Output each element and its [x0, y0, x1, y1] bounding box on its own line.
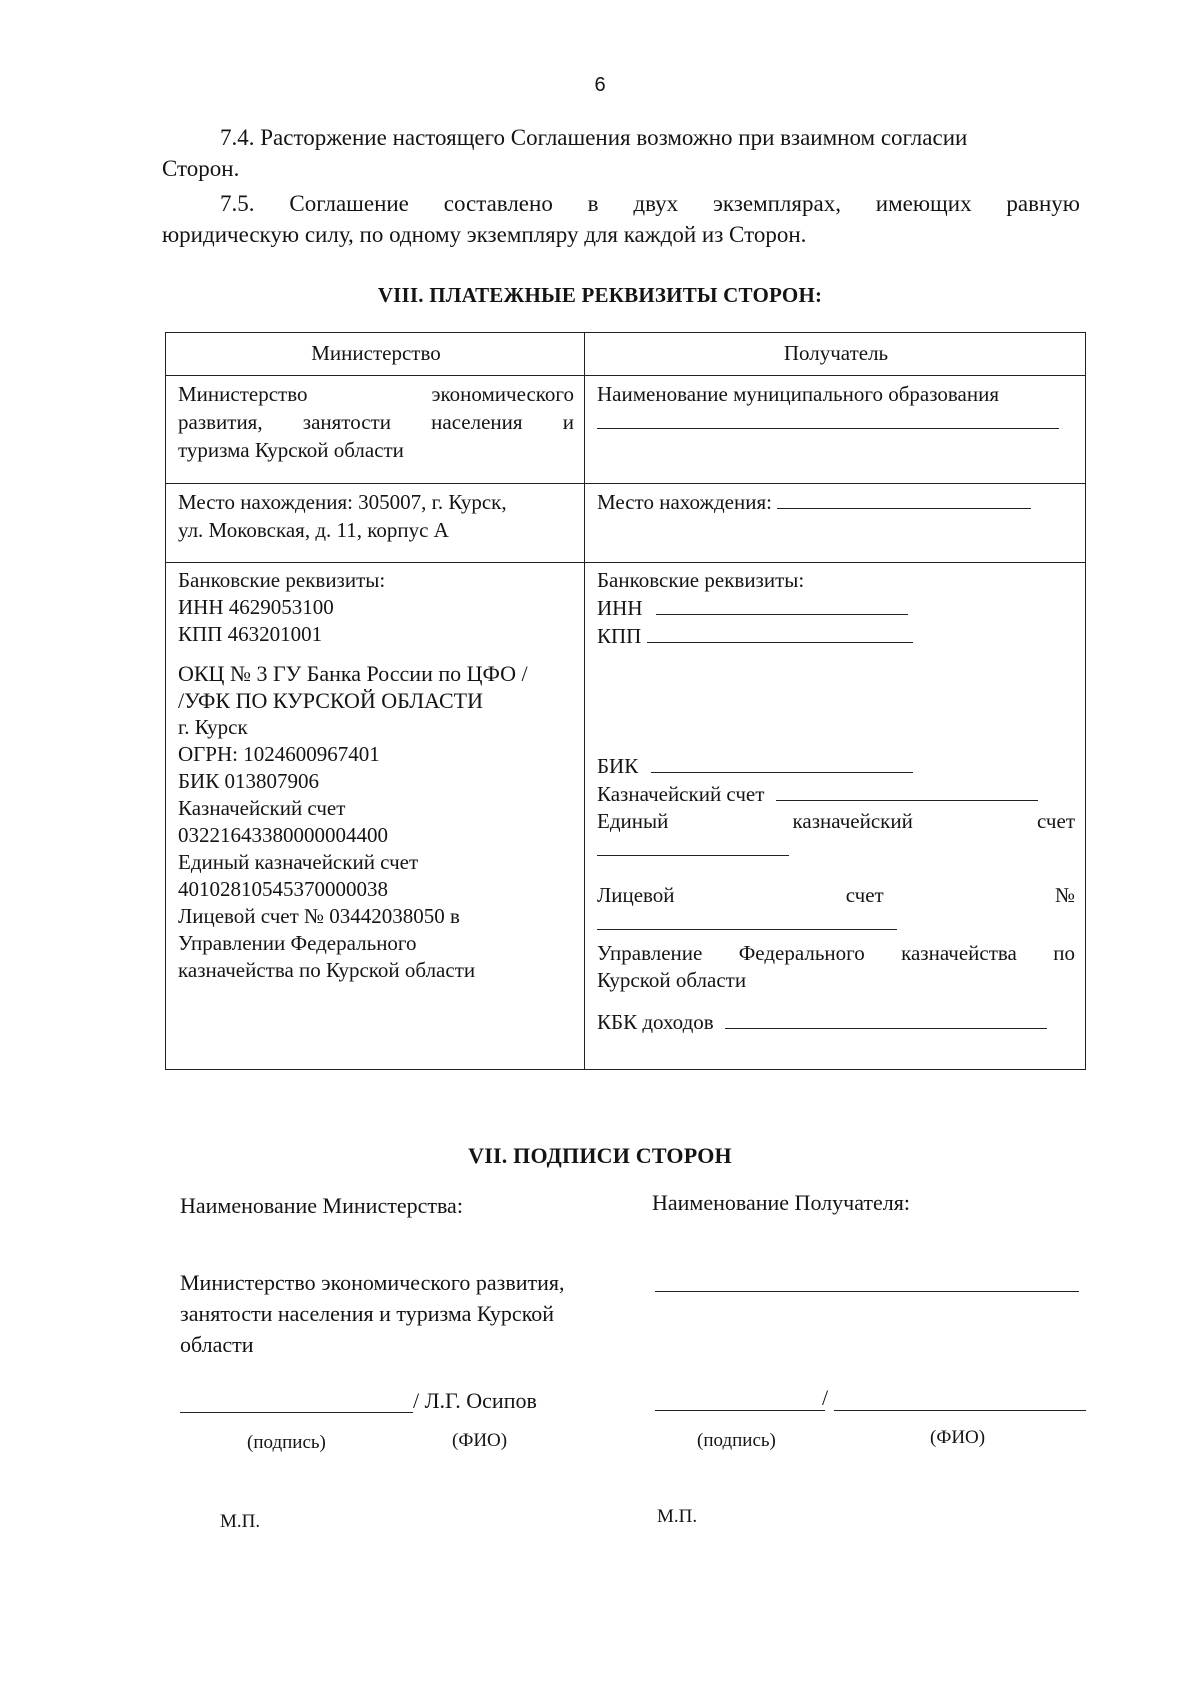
- ministry-city: г. Курск: [178, 715, 248, 739]
- ministry-inn: ИНН 4629053100: [178, 595, 334, 619]
- table-row: [166, 376, 1086, 484]
- ministry-full-name-line-3: области: [180, 1332, 254, 1357]
- ministry-name-label: Наименование Министерства:: [180, 1193, 463, 1218]
- recipient-treasury-blank: [776, 780, 1038, 801]
- paragraph-7-4-line-1: 7.4. Расторжение настоящего Соглашения возможно при взаимном согласии: [220, 125, 968, 150]
- table-row: [166, 484, 1086, 563]
- recipient-inn-row: [597, 594, 1075, 622]
- recipient-address-cell: [585, 484, 1086, 563]
- recipient-single-account-blank: [597, 835, 789, 856]
- paragraph-7-5-line-1: 7.5. Соглашение составлено в двух экземплярах, имеющих равную: [220, 191, 1080, 216]
- recipient-bik-blank: [651, 752, 913, 773]
- recipient-fio-blank: [834, 1409, 1086, 1411]
- word: по: [1053, 941, 1075, 965]
- word: Управление: [597, 941, 703, 965]
- ministry-okc-line-2: /УФК ПО КУРСКОЙ ОБЛАСТИ: [178, 688, 483, 713]
- word: населения: [431, 410, 523, 434]
- ministry-name-line-2: [178, 408, 574, 436]
- ministry-single-account-label: Единый казначейский счет: [178, 850, 419, 874]
- ministry-full-name: [180, 1267, 565, 1360]
- recipient-kpp-label: КПП: [597, 624, 642, 648]
- paragraph-7-5: [162, 188, 1080, 250]
- recipient-signature-caption: (подпись): [697, 1430, 776, 1451]
- word: счет: [1037, 809, 1075, 833]
- recipient-kpp-row: [597, 622, 1075, 650]
- ministry-kpp: КПП 463201001: [178, 622, 323, 646]
- ministry-full-name-line-1: Министерство экономического развития,: [180, 1270, 565, 1295]
- recipient-bik-row: [597, 752, 1075, 780]
- ministry-personal-account: Лицевой счет № 03442038050 в: [178, 904, 460, 928]
- word: занятости: [302, 410, 391, 434]
- recipient-department-line-1: [597, 940, 1075, 967]
- recipient-kpp-blank: [647, 622, 913, 643]
- municipality-name-cell: [585, 376, 1086, 484]
- word: №: [1054, 883, 1075, 907]
- recipient-inn-label: ИНН: [597, 596, 643, 620]
- ministry-department-line-2: казначейства по Курской области: [178, 958, 476, 982]
- section-signatures-title: VII. ПОДПИСИ СТОРОН: [468, 1143, 732, 1168]
- recipient-address-label: Место нахождения:: [597, 490, 772, 514]
- bank-label: Банковские реквизиты:: [178, 568, 386, 592]
- word: казначейства: [901, 941, 1017, 965]
- ministry-treasury-value: 03221643380000004400: [178, 823, 388, 847]
- paragraph-7-4: [162, 122, 1080, 184]
- recipient-signature-blank: [655, 1409, 825, 1411]
- recipient-single-account-row: [597, 808, 1075, 835]
- ministry-single-account-value: 40102810545370000038: [178, 877, 388, 901]
- ministry-bank-cell: [166, 563, 585, 1070]
- requisites-table: [165, 332, 1086, 1070]
- ministry-signature-caption: (подпись): [247, 1432, 326, 1453]
- ministry-name-line-1: [178, 380, 574, 408]
- ministry-address-line-1: Место нахождения: 305007, г. Курск,: [178, 490, 507, 514]
- word: развития,: [178, 410, 263, 434]
- table-row: [166, 563, 1086, 1070]
- ministry-stamp-place: М.П.: [220, 1511, 261, 1532]
- recipient-slash: /: [822, 1385, 829, 1410]
- recipient-address-blank: [777, 488, 1031, 509]
- ministry-fio-caption: (ФИО): [452, 1430, 508, 1451]
- word: Министерство: [178, 382, 308, 406]
- municipality-name-blank: [597, 408, 1059, 429]
- recipient-treasury-label: Казначейский счет: [597, 782, 765, 806]
- bank-label: Банковские реквизиты:: [597, 568, 805, 592]
- word: счет: [845, 883, 884, 907]
- recipient-name-label: Наименование Получателя:: [652, 1190, 910, 1215]
- recipient-kbk-label: КБК доходов: [597, 1010, 714, 1034]
- recipient-bik-label: БИК: [597, 754, 639, 778]
- recipient-personal-account-row: [597, 882, 1075, 909]
- ministry-ogrn: ОГРН: 1024600967401: [178, 742, 380, 766]
- recipient-personal-account-blank: [597, 909, 897, 930]
- recipient-treasury-row: [597, 780, 1075, 808]
- word: казначейский: [792, 809, 913, 833]
- ministry-name-cell: [166, 376, 585, 484]
- word: и: [562, 410, 574, 434]
- table-header-row: [166, 333, 1086, 376]
- page-number: 6: [594, 74, 606, 96]
- recipient-kbk-row: [597, 1008, 1075, 1036]
- recipient-name-blank: [655, 1290, 1079, 1292]
- ministry-full-name-line-2: занятости населения и туризма Курской: [180, 1301, 555, 1326]
- recipient-bank-cell: [585, 563, 1086, 1070]
- section-requisites-title: VIII. ПЛАТЕЖНЫЕ РЕКВИЗИТЫ СТОРОН:: [377, 283, 823, 307]
- recipient-inn-blank: [656, 594, 908, 615]
- recipient-stamp-place: М.П.: [657, 1506, 698, 1527]
- ministry-department-line-1: Управлении Федерального: [178, 931, 417, 955]
- ministry-signature-blank: [180, 1411, 413, 1413]
- word: экономического: [431, 382, 574, 406]
- paragraph-7-4-line-2: Сторон.: [162, 156, 240, 181]
- column-header-recipient: Получатель: [585, 333, 1086, 376]
- word: Федерального: [738, 941, 865, 965]
- paragraph-7-5-line-2: юридическую силу, по одному экземпляру для каждой из Сторон.: [162, 222, 807, 247]
- ministry-signer-name: / Л.Г. Осипов: [413, 1388, 537, 1413]
- ministry-address-cell: [166, 484, 585, 563]
- ministry-bik: БИК 013807906: [178, 769, 319, 793]
- word: Единый: [597, 809, 669, 833]
- ministry-name-line-3: туризма Курской области: [178, 438, 404, 462]
- column-header-ministry: Министерство: [166, 333, 585, 376]
- ministry-treasury-label: Казначейский счет: [178, 796, 346, 820]
- recipient-department-line-2: Курской области: [597, 968, 747, 992]
- recipient-kbk-blank: [725, 1008, 1047, 1029]
- ministry-okc-line-1: ОКЦ № 3 ГУ Банка России по ЦФО /: [178, 661, 528, 686]
- word: Лицевой: [597, 883, 675, 907]
- municipality-name-label: Наименование муниципального образования: [597, 382, 999, 406]
- recipient-fio-caption: (ФИО): [930, 1427, 986, 1448]
- ministry-address-line-2: ул. Моковская, д. 11, корпус А: [178, 518, 449, 542]
